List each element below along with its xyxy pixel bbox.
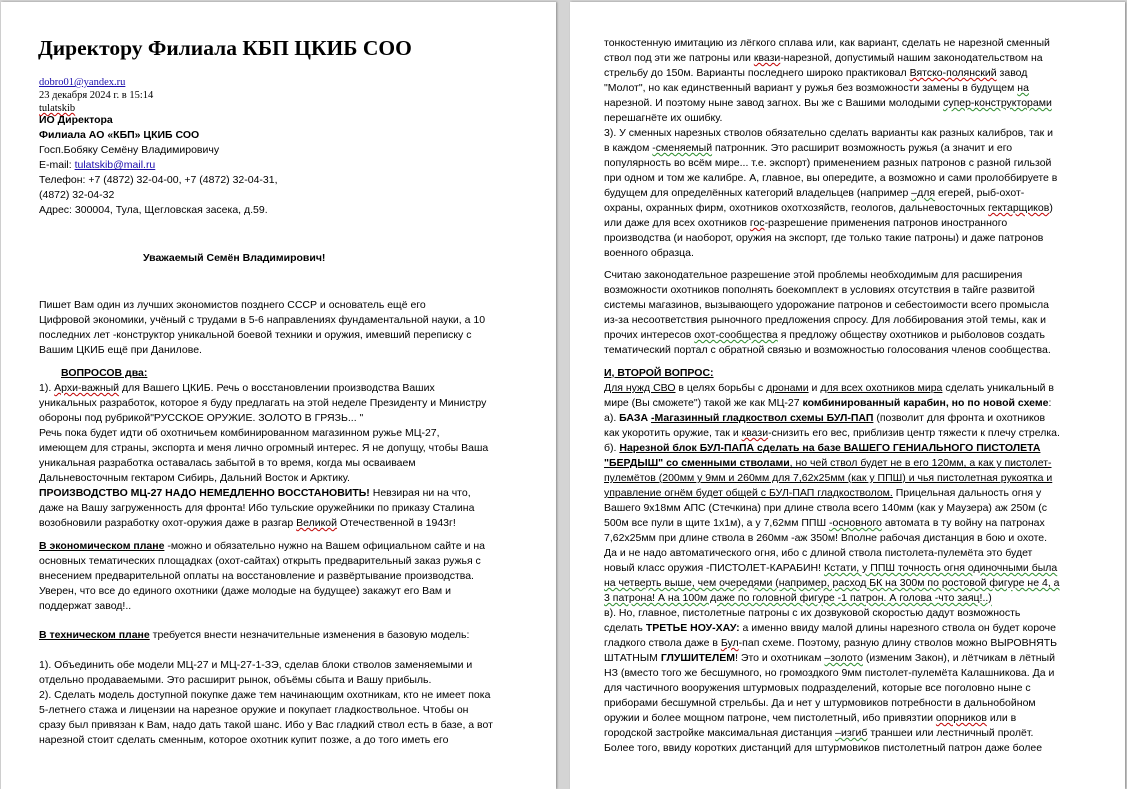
body-line: в каждом -сменяемый патронник. Это расширит возможность ружья (а значит и его (604, 142, 1013, 154)
body-line: при одном и том же калибре. А, главное, вы опередите, а возможно и сами пролоббируете в (604, 172, 1058, 184)
body-line: возможности охотников пополнять боекомплект в условиях отсутствия в тайге развитой (604, 284, 1035, 296)
body-line: в). Но, главное, пистолетные патроны с их дозвуковой скоростью дадут возможность (604, 607, 1021, 619)
body-line: военного образца. (604, 247, 694, 259)
body-line: В экономическом плане -можно и обязательно нужно на Вашем официальном сайте и на (39, 540, 486, 552)
body-line: В техническом плане требуется внести незначительные изменения в базовую модель: (39, 629, 470, 641)
body-line: уникальных разработок, которое я буду предлагать на этой неделе Президенту и Министру (39, 397, 487, 409)
body-line: имеющем для страны, экспорта и меня лично огромный интерес. Я не допущу, чтобы Ваша (39, 442, 489, 454)
body-line: Более того, ввиду коротких дистанций для штурмовиков пистолетный патрон даже более (604, 742, 1043, 754)
body-line: нарезной стоит сделать сменным, которое охотник купит позже, а до того иметь его (39, 734, 449, 746)
recipient-address: Адрес: 300004, Тула, Щегловская засека, д.59. (39, 204, 268, 216)
recipient-name: Госп.Бобяку Семёну Владимировичу (39, 144, 220, 156)
document-page-left (1, 2, 556, 789)
body-line: обороны под рубрикой"РУССКОЕ ОРУЖИЕ. ЗОЛОТО В ГРЯЗЬ... " (39, 412, 364, 424)
body-line: Считаю законодательное разрешение этой проблемы необходимым для расширения (604, 269, 1023, 281)
body-line: б). Нарезной блок БУЛ-ПАПА сделать на базе ВАШЕГО ГЕНИАЛЬНОГО ПИСТОЛЕТА (604, 442, 1041, 454)
body-line: возобновили разработку охот-оружия даже в разгар Великой Отечественной в 1943г! (39, 517, 456, 529)
section-heading: И, ВТОРОЙ ВОПРОС: (604, 367, 714, 379)
body-line: Да и не надо автоматического огня, ибо с длиной ствола пистолета-пулемёта это будет (604, 547, 1033, 559)
body-line: 500м все пули в щите 1х1м), а у 7,62мм ППШ -основного автомата в ту войну на патронах (604, 517, 1045, 529)
body-line: приборами бесшумной стрельбы. Да и нет у штурмовиков потребности в дальнобойном (604, 697, 1036, 709)
document-page-right (570, 2, 1125, 789)
body-line: производства (и наоборот, оружия на экспорт, где только такие патроны) и даже патронов (604, 232, 1044, 244)
body-line: Речь пока будет идти об охотничьем комбинированном магазинном ружье МЦ-27, (39, 427, 440, 439)
recipient-phone: Телефон: +7 (4872) 32-04-00, +7 (4872) 32-04-31, (39, 174, 278, 186)
recipient-organization: Филиала АО «КБП» ЦКИБ СОО (39, 129, 200, 141)
body-line: поддержат завод!.. (39, 600, 132, 612)
body-line: мире (Вы сможете") такой же как МЦ-27 комбинированный карабин, но по новой схеме: (604, 397, 1052, 409)
body-line: на четверть выше, чем очередями (например, расход БК на 300м по ростовой фигуре не 4, а (604, 577, 1060, 589)
body-line: из-за несоответствия рыночного предложения спросу. Для лоббирования этой темы, как и (604, 314, 1046, 326)
sender-login: tulatskib (39, 103, 76, 114)
body-line: системы магазинов, вызывающего удорожание патронов и себестоимости всего промысла (604, 299, 1049, 311)
body-line: ствол под эти же патроны или квази-нарезной, допустимый нашим законодательством на (604, 52, 1043, 64)
body-line: 5-летнего стажа и лицензии на нарезное оружие и покупает гладкоствольное. Чтобы он (39, 704, 469, 716)
body-line: городской застройке максимальная дистанция –изгиб траншеи или лестничный пролёт. (604, 727, 1034, 739)
body-line: популярность во всём мире... т.е. экспорт) применением разных патронов с разной гильзой (604, 157, 1052, 169)
body-line: Дальневосточным гектаром Сибирь, Дальний Восток и Арктику. (39, 472, 350, 484)
body-line: а). БАЗА -Магазинный гладкоствол схемы БУЛ-ПАП (позволит для фронта и охотников (604, 412, 1046, 424)
body-line: оружии и более мощном патроне, чем пистолетный, ибо привязтии опорников или в (604, 712, 1017, 724)
body-line: пулемётов (200мм у 9мм и 260мм для 7,62х25мм (как у ППШ) и чья пистолетная рукоятка и (604, 472, 1053, 484)
message-date: 23 декабря 2024 г. в 15:14 (39, 90, 154, 101)
body-line: тонкостенную имитацию из лёгкого сплава или, как вариант, сделать не нарезной сменный (604, 37, 1050, 49)
body-line: Пишет Вам один из лучших экономистов позднего СССР и основатель ещё его (39, 299, 426, 311)
salutation: Уважаемый Семён Владимирович! (143, 252, 326, 264)
document-title: Директору Филиала КБП ЦКИБ СОО (38, 36, 412, 60)
body-line: Вашего 9х18мм АПС (Стечкина) при длине ствола всего 140мм (как у Маузера) аж 250м (с (604, 502, 1048, 514)
body-line: "Молот", но как единственный вариант у ружья без возможности замены в будущем на (604, 82, 1029, 94)
body-line: отдельно продаваемыми. Это расширит рынок, объёмы сбыта и Вашу прибыль. (39, 674, 432, 686)
body-line: стрельбу до 150м. Варианты последнего широко практиковал Вятско-полянский завод (604, 67, 1028, 79)
body-line: для частичного вооружения штурмовых подразделений, которые все поголовно ныне с (604, 682, 1031, 694)
body-line: 3 патрона! А на 100м даже по головной фигуре -1 патрон. А голова -что заяц!..) (604, 592, 992, 604)
body-line: последних лет -конструктор уникальной боевой техники и оружия, имевший переписку с (39, 329, 472, 341)
body-line: перешагнёте их ошибку. (604, 112, 723, 124)
sender-email-link[interactable]: dobro01@yandex.ru (39, 77, 126, 88)
body-line: даже на Вашу загруженность для фронта! Ибо тульские оружейники по приказу Сталина (39, 502, 475, 514)
recipient-email: E-mail: tulatskib@mail.ru (39, 159, 156, 171)
body-line: тематический портал с обратной связью и возможностью голосования членов сообщества. (604, 344, 1051, 356)
body-line: уникальная разработка оставалась забытой в то время, когда мы осваиваем (39, 457, 416, 469)
body-line: 1). Архи-важный для Вашего ЦКИБ. Речь о восстановлении производства Ваших (39, 382, 435, 394)
body-line: 7,62х25мм при длине ствола в 260мм -аж 350м! Вполне рабочая дистанция в бою и охоте. (604, 532, 1048, 544)
body-line: сразу был привязан к Вам, надо дать такой шанс. Ибо у Вас гладкий ствол есть в базе, а вот (39, 719, 493, 731)
body-line: охраны, охранных фирм, охотников охотхозяйств, геологов, дальневосточных гектарщиков) (604, 202, 1053, 214)
recipient-position: ИО Директора (39, 114, 113, 126)
body-line: будущем для определённых категорий владельцев (например –для егерей, рыб-охот- (604, 187, 1025, 199)
body-line: или даже для всех охотников гос-разрешение применения патронов иностранного (604, 217, 1008, 229)
body-line: новый класс оружия -ПИСТОЛЕТ-КАРАБИН! Кстати, у ППШ точность огня одиночными была (604, 562, 1058, 574)
body-line: прочих интересов охот-сообщества я предложу обществу охотников и рыболовов создать (604, 329, 1045, 341)
body-line: "БЕРДЫШ" со сменными стволами, но чей ствол будет не в его 120мм, а как у пистолет- (604, 457, 1052, 469)
body-line: Для нужд СВО в целях борьбы с дронами и для всех охотников мира сделать уникальный в (604, 382, 1055, 394)
recipient-email-link[interactable]: tulatskib@mail.ru (74, 159, 156, 171)
body-line: управление огнём будет общей с БУЛ-ПАП гладкостволом. Прицельная дальность огня у (604, 487, 1042, 499)
body-line: основных тематических площадках (охот-сайтах) открыть предварительный заказ ружья с (39, 555, 481, 567)
body-line: ПРОИЗВОДСТВО МЦ-27 НАДО НЕМЕДЛЕННО ВОССТАНОВИТЬ! Невзирая ни на что, (39, 487, 471, 499)
body-line: 1). Объединить обе модели МЦ-27 и МЦ-27-1-ЗЭ, сделав блоки стволов заменяемыми и (39, 659, 473, 671)
body-line: гладкого ствола даже в Бул-пап схеме. Поэтому, разную длину стволов можно ВЫРОВНЯТЬ (604, 637, 1058, 649)
body-line: НЗ (вместо того же бесшумного, но громоздкого 9мм пистолет-пулемёта Калашникова. Да и (604, 667, 1055, 679)
body-line: 2). Сделать модель доступной покупке даже тем начинающим охотникам, кто не имеет пока (39, 689, 491, 701)
recipient-phone-2: (4872) 32-04-32 (39, 189, 115, 201)
section-heading: ВОПРОСОВ два: (61, 367, 148, 379)
body-line: как укоротить оружие, так и квази-снизить его вес, приблизив центр тяжести к плечу стрелка. (604, 427, 1060, 439)
body-line: Цифровой экономики, учёный с трудами в 5-6 направлениях фундаментальной науки, а 10 (39, 314, 486, 326)
body-line: Вашим ЦКИБ ещё при Данилове. (39, 344, 202, 356)
body-line: ШТАТНЫМ ГЛУШИТЕЛЕМ! Это и охотникам –золото (изменим Закон), и лётчикам в лётный (604, 652, 1055, 664)
body-line: сделать ТРЕТЬЕ НОУ-ХАУ: а именно ввиду малой длины нарезного ствола он будет короче (604, 622, 1056, 634)
body-line: 3). У сменных нарезных стволов обязательно сделать варианты как разных калибров, так и (604, 127, 1054, 139)
body-line: нарезной. И поэтому ныне завод загнох. Вы же с Вашими молодыми супер-конструкторами (604, 97, 1052, 109)
body-line: Уверен, что все до единого охотники (даже молодые на будущее) закажут его Вам и (39, 585, 451, 597)
body-line: внесением предварительной оплаты на восстановление и развёртывание производства. (39, 570, 474, 582)
